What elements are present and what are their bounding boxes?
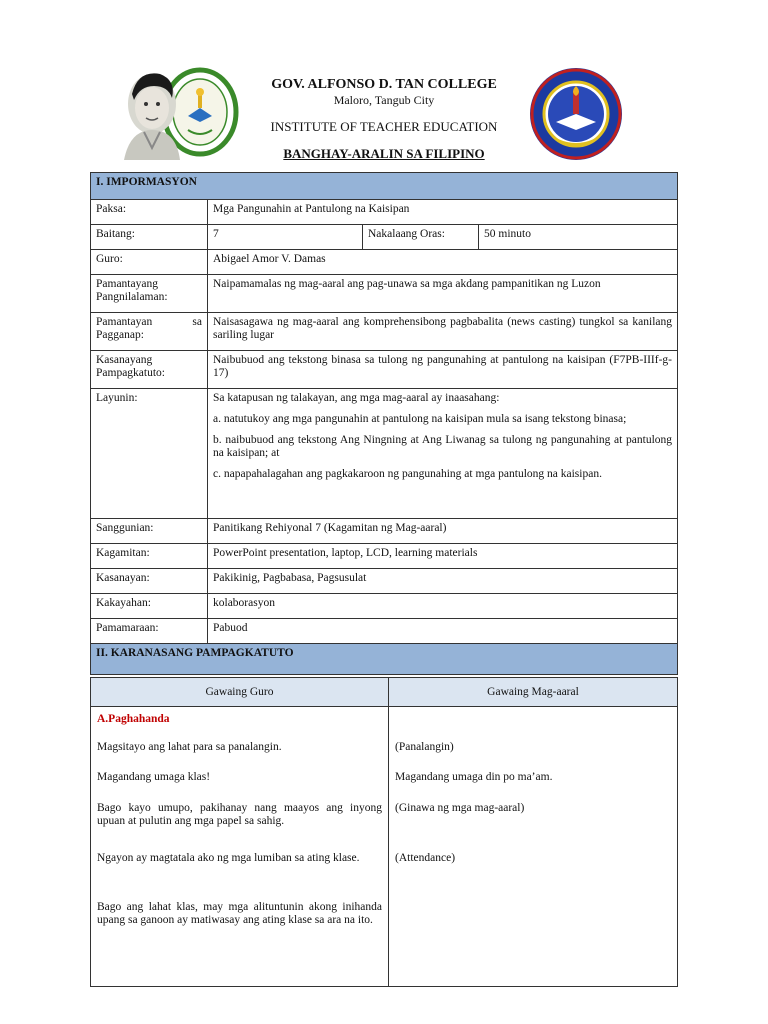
guro-line: Bago kayo umupo, pakihanay nang maayos ang inyong upuan at pulutin ang mga papel sa sahig.: [97, 802, 382, 827]
pagganap-label-line2: Pagganap:: [96, 329, 144, 341]
college-logo: [118, 64, 240, 160]
kakayahan-value: kolaborasyon: [208, 594, 678, 619]
pagganap-label-word1: Pamantayan: [96, 316, 153, 328]
college-address: Maloro, Tangub City: [333, 93, 435, 107]
pagganap-label-word2: sa: [192, 316, 202, 328]
guro-label: Guro:: [91, 250, 208, 275]
pangnilalaman-label-line2: Pangnilalaman:: [96, 291, 168, 303]
oras-label: Nakalaang Oras:: [363, 225, 479, 250]
pangnilalaman-label: [91, 275, 208, 313]
subheading-paghahanda: A.Paghahanda: [97, 713, 170, 725]
layunin-intro: Sa katapusan ng talakayan, ang mga mag-aaral ay inaasahang:: [213, 392, 500, 404]
guro-activities: [91, 707, 389, 987]
section-heading-karanasan: II. KARANASANG PAMPAGKATUTO: [91, 644, 678, 675]
column-header-guro: Gawaing Guro: [91, 678, 389, 707]
pangnilalaman-label-line1: Pamantayang: [96, 278, 158, 290]
mag-aaral-line: (Ginawa ng mga mag-aaral): [395, 802, 525, 814]
kasanayan-value: Naibubuod ang tekstong binasa sa tulong ng pangunahing at pantulong na kaisipan (F7PB-IIIf-g-17): [208, 351, 678, 389]
kagamitan-label: Kagamitan:: [91, 544, 208, 569]
mag-aaral-line: (Attendance): [395, 852, 456, 864]
baitang-label: Baitang:: [91, 225, 208, 250]
mag-aaral-line: (Panalangin): [395, 741, 454, 753]
guro-value: Abigael Amor V. Damas: [208, 250, 678, 275]
column-header-mag-aaral: Gawaing Mag-aaral: [389, 678, 678, 707]
sanggunian-label: Sanggunian:: [91, 519, 208, 544]
college-name: GOV. ALFONSO D. TAN COLLEGE: [271, 77, 497, 92]
layunin-label: Layunin:: [91, 389, 208, 519]
pamamaraan-value: Pabuod: [208, 619, 678, 644]
mag-aaral-activities: [389, 707, 678, 987]
institute-logo: [528, 64, 624, 164]
information-table: [90, 172, 678, 675]
pagganap-label: [91, 313, 208, 351]
institute-name: INSTITUTE OF TEACHER EDUCATION: [270, 119, 498, 134]
kasanayan2-value: Pakikinig, Pagbabasa, Pagsusulat: [208, 569, 678, 594]
layunin-c: c. napapahalagahan ang pagkakaroon ng pangunahing at mga pantulong na kaisipan.: [213, 468, 602, 480]
activities-table: [90, 677, 678, 987]
oras-value: 50 minuto: [479, 225, 678, 250]
pangnilalaman-value: Naipamamalas ng mag-aaral ang pag-unawa sa mga akdang pampanitikan ng Luzon: [208, 275, 678, 313]
kasanayan-label-line1: Kasanayang: [96, 354, 153, 366]
paksa-value: Mga Pangunahin at Pantulong na Kaisipan: [208, 200, 678, 225]
guro-line: Magandang umaga klas!: [97, 771, 211, 783]
guro-line: Ngayon ay magtatala ako ng mga lumiban sa ating klase.: [97, 852, 360, 864]
kakayahan-label: Kakayahan:: [91, 594, 208, 619]
layunin-b: b. naibubuod ang tekstong Ang Ningning at Ang Liwanag sa tulong ng pangunahing at pantulong na kaisipan; at: [213, 434, 673, 459]
baitang-value: 7: [208, 225, 363, 250]
layunin-value: [208, 389, 678, 519]
guro-line: Bago ang lahat klas, may mga alituntunin akong inihanda upang sa ganoon ay matiwasay ang ating klase sa ara na ito.: [97, 901, 382, 926]
document-title: BANGHAY-ARALIN SA FILIPINO: [283, 146, 485, 161]
kagamitan-value: PowerPoint presentation, laptop, LCD, learning materials: [208, 544, 678, 569]
mag-aaral-line: Magandang umaga din po ma’am.: [395, 771, 553, 783]
pamamaraan-label: Pamamaraan:: [91, 619, 208, 644]
kasanayan2-label: Kasanayan:: [91, 569, 208, 594]
guro-line: Magsitayo ang lahat para sa panalangin.: [97, 741, 282, 753]
layunin-a: a. natutukoy ang mga pangunahin at pantulong na kaisipan mula sa isang tekstong binasa;: [213, 413, 627, 425]
paksa-label: Paksa:: [91, 200, 208, 225]
kasanayan-label-line2: Pampagkatuto:: [96, 367, 165, 379]
section-heading-impormasyon: I. IMPORMASYON: [91, 173, 678, 200]
kasanayan-label: [91, 351, 208, 389]
sanggunian-value: Panitikang Rehiyonal 7 (Kagamitan ng Mag-aaral): [208, 519, 678, 544]
pagganap-value: Naisasagawa ng mag-aaral ang komprehensibong pagbabalita (news casting) tungkol sa kanilang sariling lugar: [208, 313, 678, 351]
